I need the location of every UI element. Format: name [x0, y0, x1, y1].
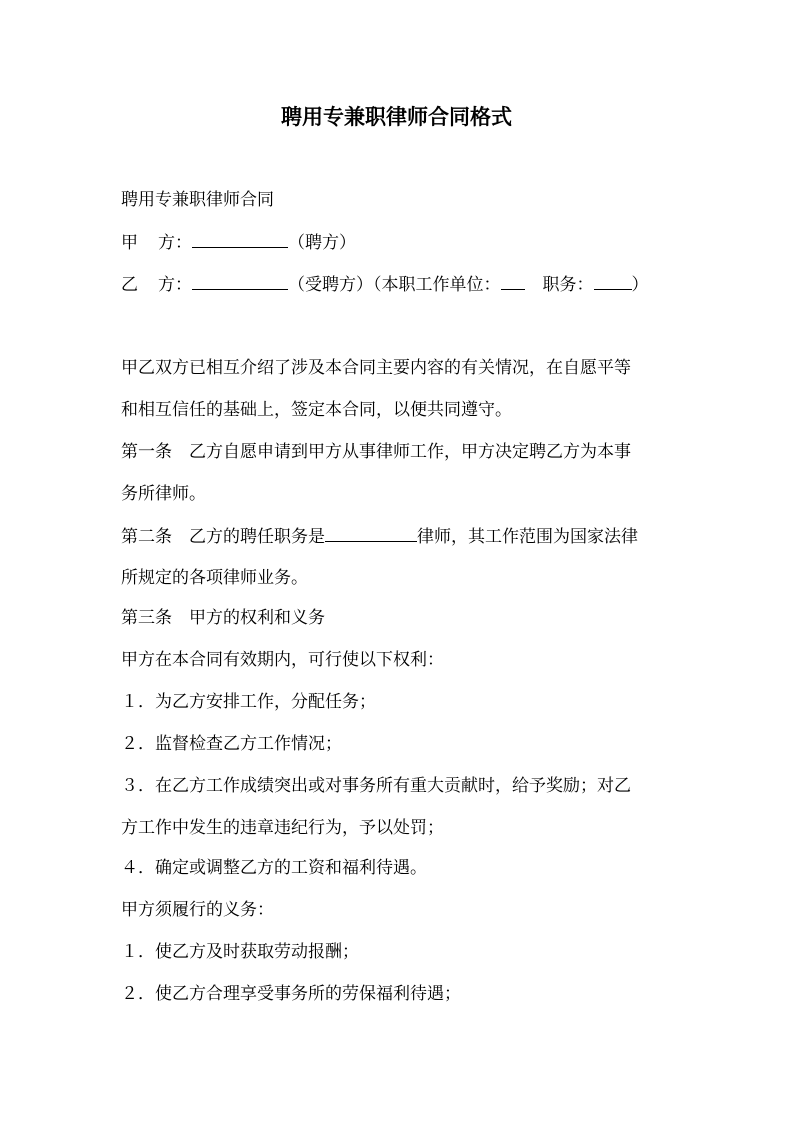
- article-2-line: [121, 524, 638, 549]
- paragraph-line: 甲方在本合同有效期内，可行使以下权利：: [121, 650, 444, 670]
- paragraph-line: 甲乙双方已相互介绍了涉及本合同主要内容的有关情况，在自愿平等: [121, 358, 631, 378]
- party-b-position-label: 职务：: [542, 275, 594, 295]
- party-a-label-2: 方：: [158, 233, 192, 253]
- paragraph-line: 甲方须履行的义务：: [121, 900, 274, 920]
- list-item: １．使乙方及时获取劳动报酬；: [121, 942, 359, 962]
- party-b-role: （受聘方）（本职工作单位：: [288, 275, 501, 295]
- article-2-line: 所规定的各项律师业务。: [121, 568, 308, 588]
- list-item: 方工作中发生的违章违纪行为，予以处罚；: [121, 818, 444, 838]
- party-b-label-2: 方：: [158, 275, 192, 295]
- article-2-suffix: 律师，其工作范围为国家法律: [417, 527, 638, 547]
- list-item: ３．在乙方工作成绩突出或对事务所有重大贡献时，给予奖励；对乙: [121, 776, 631, 796]
- party-a-line: [121, 230, 356, 255]
- party-b-close: ）: [631, 275, 649, 295]
- paragraph-line: 和相互信任的基础上，签定本合同，以便共同遵守。: [121, 400, 512, 420]
- document-title: 聘用专兼职律师合同格式: [281, 105, 512, 129]
- party-a-blank: [192, 230, 288, 248]
- article-2-blank: [325, 524, 417, 542]
- article-2-prefix: 第二条 乙方的聘任职务是: [121, 527, 325, 547]
- article-1-line: 务所律师。: [121, 484, 206, 504]
- party-a-suffix: （聘方）: [288, 233, 356, 253]
- list-item: ２．使乙方合理享受事务所的劳保福利待遇；: [121, 984, 461, 1004]
- article-3-heading: 第三条 甲方的权利和义务: [121, 608, 325, 628]
- contract-subtitle: 聘用专兼职律师合同: [121, 190, 274, 210]
- party-b-name-blank: [192, 272, 288, 290]
- article-1-line: 第一条 乙方自愿申请到甲方从事律师工作，甲方决定聘乙方为本事: [121, 442, 631, 462]
- party-a-label-1: 甲: [121, 233, 138, 253]
- list-item: １．为乙方安排工作，分配任务；: [121, 692, 376, 712]
- party-b-unit-blank: [501, 272, 525, 290]
- list-item: ２．监督检查乙方工作情况；: [121, 734, 342, 754]
- list-item: ４．确定或调整乙方的工资和福利待遇。: [121, 858, 427, 878]
- party-b-label-1: 乙: [121, 275, 138, 295]
- party-b-line: [121, 272, 649, 297]
- party-b-position-blank: [594, 272, 632, 290]
